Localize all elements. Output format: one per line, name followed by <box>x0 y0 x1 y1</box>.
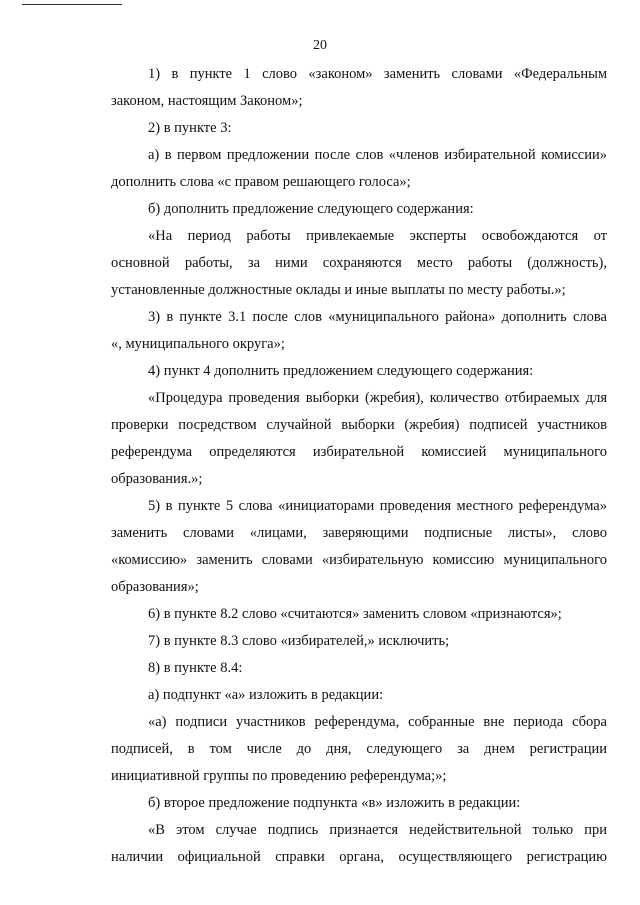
text-line: б) второе предложение подпункта «в» изложить в редакции: <box>148 795 521 811</box>
text-line: 3) в пункте 3.1 после слов «муниципального района» дополнить слова <box>148 309 607 325</box>
paragraph <box>111 601 607 628</box>
text-line: заменить словами «лицами, заверяющими подписные листы», слово <box>111 525 607 541</box>
text-line: основной работы, за ними сохраняются место работы (должность), <box>111 255 607 271</box>
paragraph <box>111 385 607 493</box>
text-line: а) в первом предложении после слов «членов избирательной комиссии» <box>148 147 607 163</box>
paragraph <box>111 142 607 196</box>
paragraph <box>111 790 607 817</box>
text-line: установленные должностные оклады и иные выплаты по месту работы.»; <box>111 282 566 298</box>
text-line: подписей, в том числе до дня, следующего за днем регистрации <box>111 741 607 757</box>
paragraph <box>111 196 607 223</box>
text-line: «, муниципального округа»; <box>111 336 285 352</box>
text-line: дополнить слова «с правом решающего голоса»; <box>111 174 411 190</box>
text-line: б) дополнить предложение следующего содержания: <box>148 201 474 217</box>
text-line: образования.»; <box>111 471 203 487</box>
text-line: 5) в пункте 5 слова «инициаторами проведения местного референдума» <box>148 498 607 514</box>
document-body <box>111 61 607 871</box>
paragraph <box>111 61 607 115</box>
text-line: «комиссию» заменить словами «избирательную комиссию муниципального <box>111 552 607 568</box>
text-line: 2) в пункте 3: <box>148 120 232 136</box>
text-line: «В этом случае подпись признается недействительной только при <box>148 822 607 838</box>
paragraph <box>111 682 607 709</box>
text-line: а) подпункт «а» изложить в редакции: <box>148 687 384 703</box>
text-line: образования»; <box>111 579 199 595</box>
paragraph <box>111 655 607 682</box>
paragraph <box>111 304 607 358</box>
text-line: инициативной группы по проведению референдума;»; <box>111 768 447 784</box>
paragraph <box>111 493 607 601</box>
text-line: «а) подписи участников референдума, собранные вне периода сбора <box>148 714 607 730</box>
text-line: «Процедура проведения выборки (жребия), количество отбираемых для <box>148 390 607 406</box>
text-line: 7) в пункте 8.3 слово «избирателей,» исключить; <box>148 633 450 649</box>
text-line: 4) пункт 4 дополнить предложением следующего содержания: <box>148 363 534 379</box>
paragraph <box>111 223 607 304</box>
text-line: законом, настоящим Законом»; <box>111 93 303 109</box>
text-line: «На период работы привлекаемые эксперты освобождаются от <box>148 228 607 244</box>
text-line: референдума определяются избирательной комиссией муниципального <box>111 444 607 460</box>
text-line: наличии официальной справки органа, осуществляющего регистрацию <box>111 849 607 865</box>
header-rule <box>22 4 122 5</box>
paragraph <box>111 115 607 142</box>
text-line: 6) в пункте 8.2 слово «считаются» заменить словом «признаются»; <box>148 606 562 622</box>
paragraph <box>111 817 607 871</box>
paragraph <box>111 358 607 385</box>
paragraph <box>111 709 607 790</box>
text-line: 8) в пункте 8.4: <box>148 660 243 676</box>
text-line: проверки посредством случайной выборки (жребия) подписей участников <box>111 417 607 433</box>
text-line: 1) в пункте 1 слово «законом» заменить словами «Федеральным <box>148 66 607 82</box>
paragraph <box>111 628 607 655</box>
page-number: 20 <box>313 38 327 53</box>
